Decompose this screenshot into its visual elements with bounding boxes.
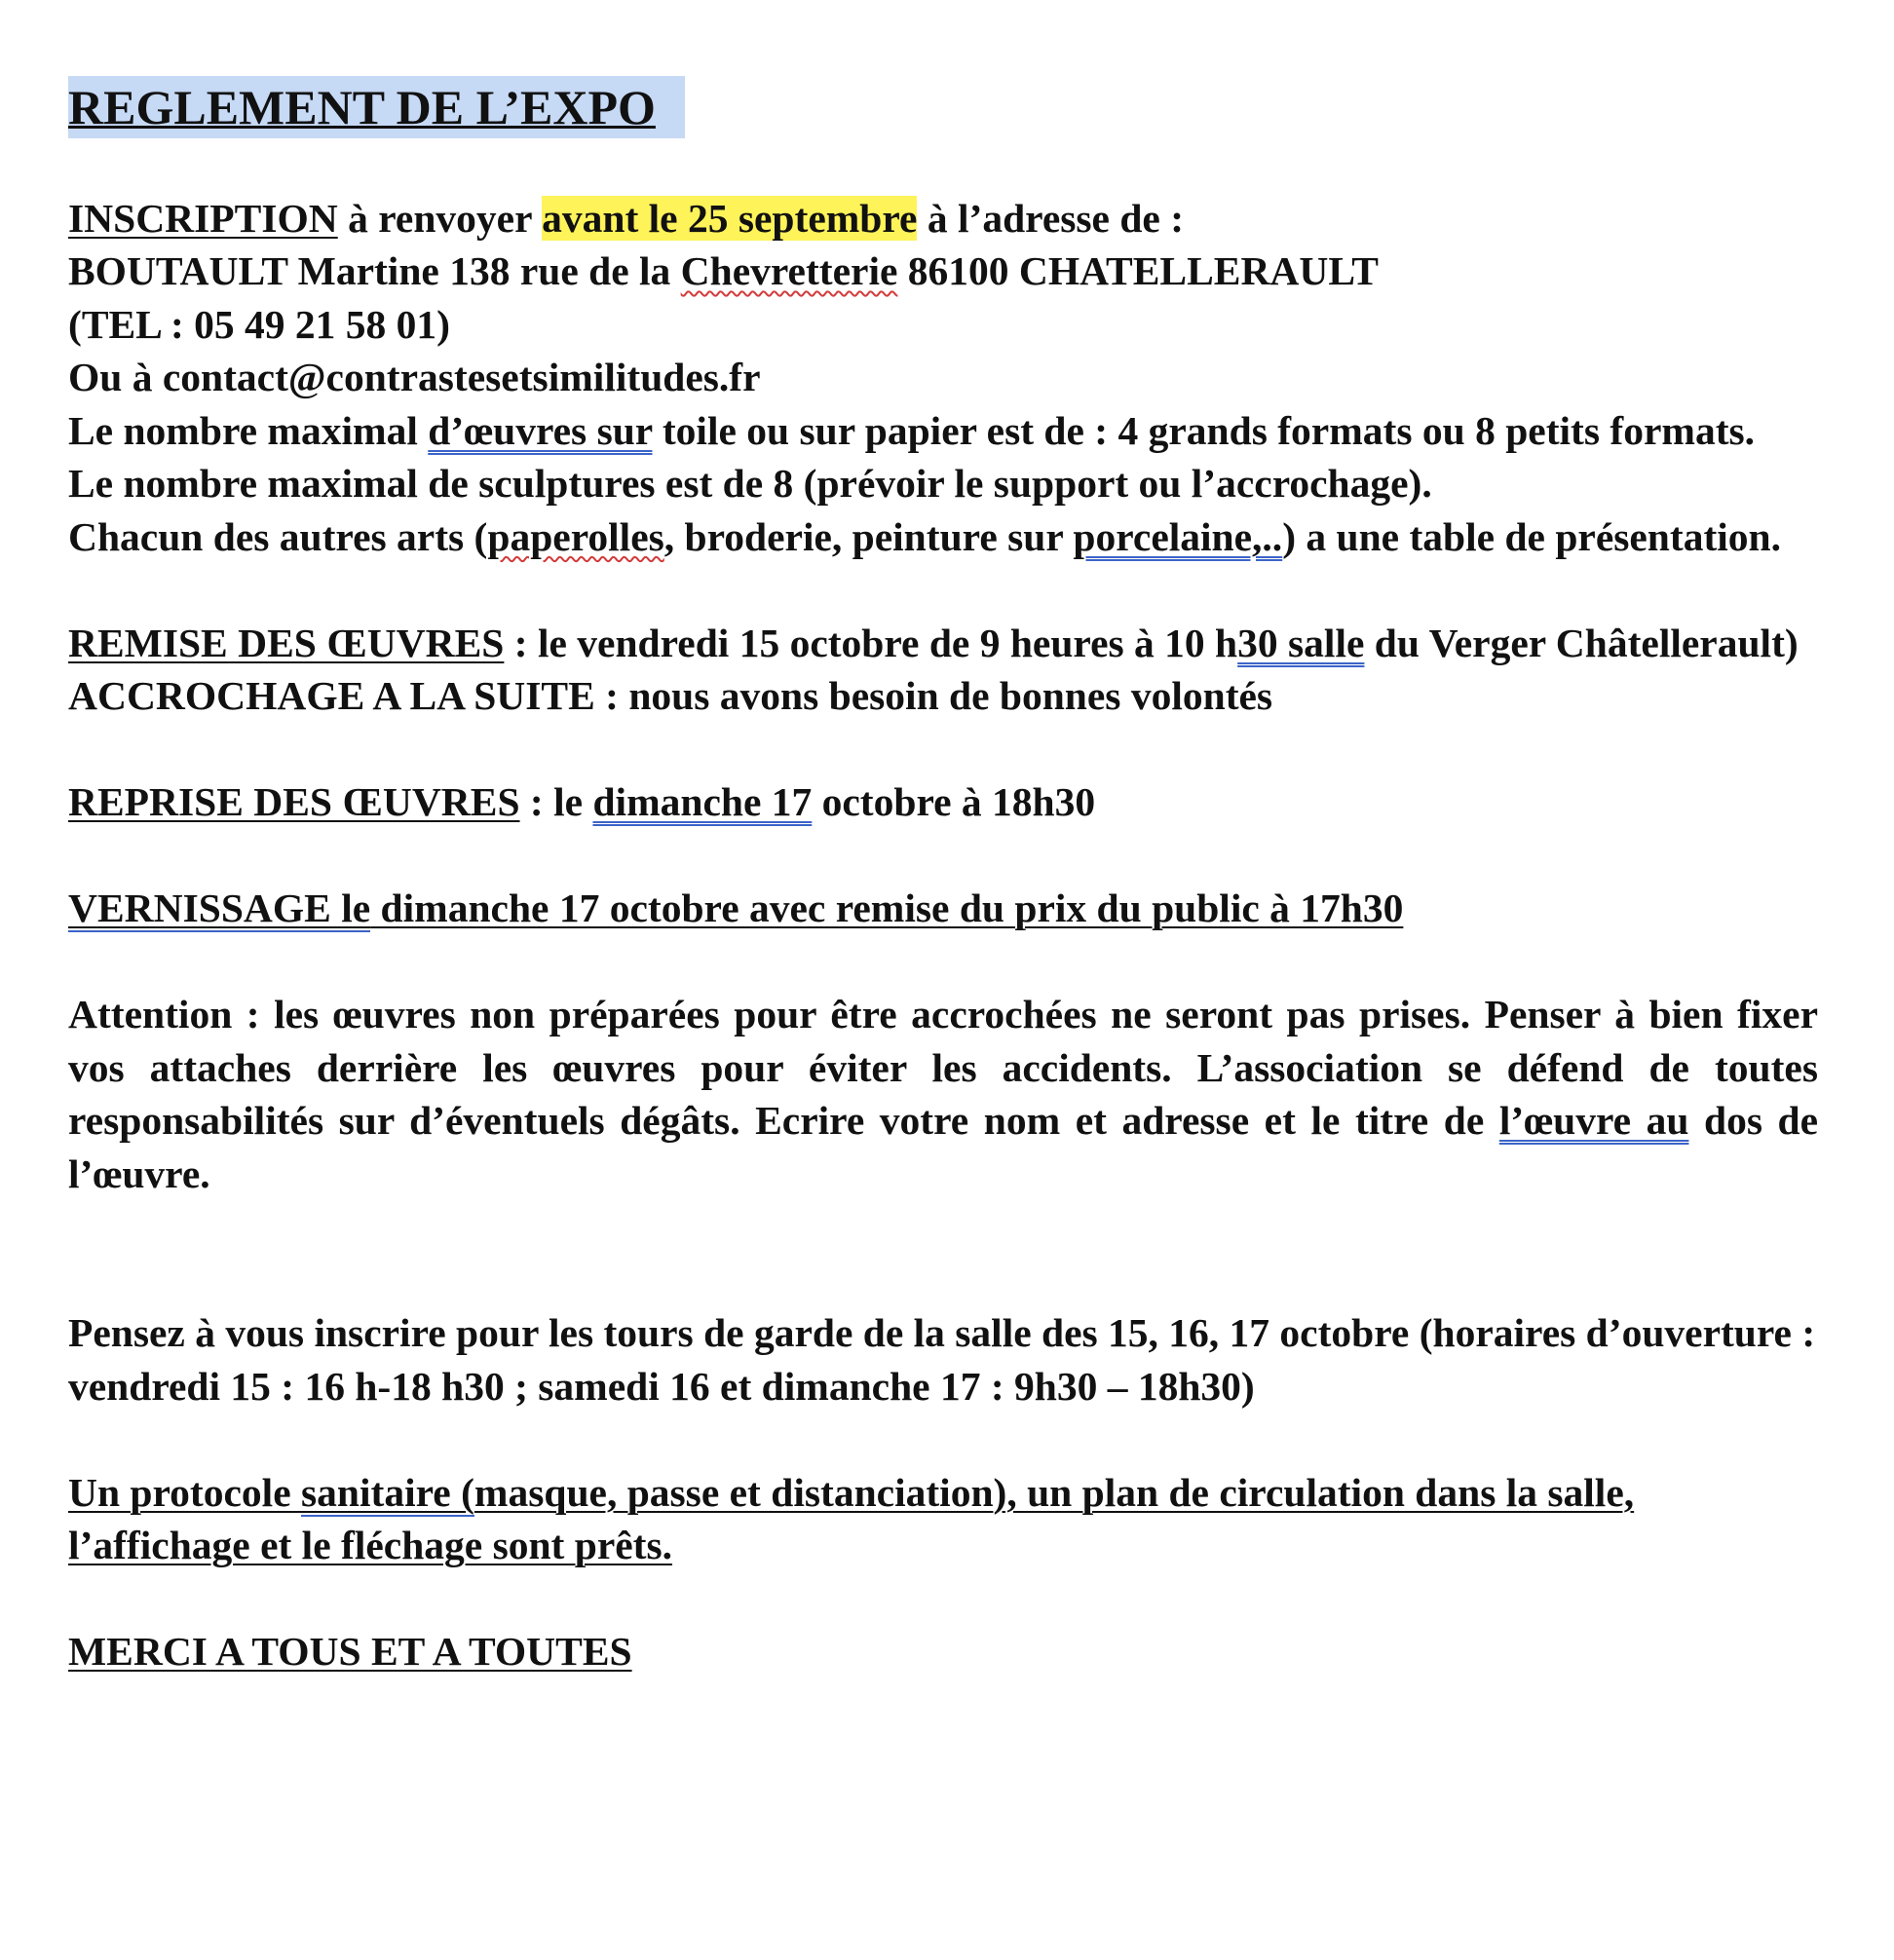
accrochage-line: ACCROCHAGE A LA SUITE : nous avons besoin de bonnes volontés (68, 673, 1273, 718)
reprise-label: REPRISE DES ŒUVRES (68, 779, 520, 824)
inscription-text-before: à renvoyer (337, 195, 543, 241)
closing-line (68, 1625, 1818, 1678)
inscription-deadline: avant le 25 septembre (542, 195, 918, 241)
document-page (68, 76, 1818, 1678)
rule-oeuvres-c: toile ou sur papier est de : 4 grands formats ou 8 petits formats. (652, 407, 1756, 453)
attention-text-a: Attention : les œuvres non préparées pour être accrochées ne seront pas prises. Penser à bien fixer vos attaches derrière les œuvres pour éviter les accidents. L’association se défend de toutes responsabilités sur d’éventuels dégâts. Ecrire votre nom et adresse et le titre de (68, 992, 1818, 1143)
spacer (68, 829, 1818, 883)
inscription-label: INSCRIPTION (68, 195, 338, 241)
spacer (68, 935, 1818, 989)
address-line (68, 245, 1818, 298)
vernissage-label: VERNISSAGE le (68, 886, 371, 930)
remise-text-c: du Verger Châtellerault) (1364, 620, 1799, 665)
rule-autres-b: paperolles (487, 513, 664, 559)
spacer (68, 1413, 1818, 1466)
reprise-text-b: dimanche 17 (592, 779, 813, 824)
reprise-text-c: octobre à 18h30 (812, 779, 1096, 824)
protocole-paragraph (68, 1466, 1818, 1572)
closing-text: MERCI A TOUS ET A TOUTES (68, 1629, 632, 1674)
rule-autres (68, 510, 1818, 564)
protocole-text-c: masque, passe et distanciation), un plan de circulation dans la salle, l’affichage et le fléchage sont prêts. (68, 1469, 1635, 1567)
rule-sculptures: Le nombre maximal de sculptures est de 8 (prévoir le support ou l’accrochage). (68, 461, 1432, 506)
attention-text-c: dos de l’œuvre. (68, 1098, 1819, 1196)
page-title: REGLEMENT DE L’EXPO (68, 80, 656, 134)
email-line: Ou à contact@contrastesetsimilitudes.fr (68, 355, 761, 399)
attention-paragraph (68, 988, 1818, 1200)
inscription-line (68, 192, 1818, 245)
remise-line (68, 617, 1818, 670)
phone-line: (TEL : 05 49 21 58 01) (68, 301, 450, 347)
spacer (68, 138, 1818, 192)
spacer (68, 563, 1818, 617)
vernissage-line (68, 882, 1818, 935)
spacer (68, 723, 1818, 776)
rule-oeuvres (68, 404, 1818, 458)
inscription-text-after: à l’adresse de : (917, 195, 1185, 241)
reprise-line (68, 775, 1818, 829)
rule-autres-e: ) a une table de présentation. (1282, 513, 1782, 559)
rule-oeuvres-a: Le nombre maximal (68, 407, 429, 453)
spacer (68, 1572, 1818, 1626)
remise-text-a: : le vendredi 15 octobre de 9 heures à 10 h (504, 620, 1238, 665)
garde-paragraph: Pensez à vous inscrire pour les tours de garde de la salle des 15, 16, 17 octobre (horaires d’ouverture : vendredi 15 : 16 h-18 h30 ; samedi 16 et dimanche 17 : 9h30 – 18h30) (68, 1310, 1816, 1409)
vernissage-text: dimanche 17 octobre avec remise du prix du public à 17h30 (370, 886, 1404, 930)
rule-oeuvres-b: d’œuvres sur (428, 407, 653, 453)
remise-text-b: 30 salle (1237, 620, 1365, 665)
rule-autres-a: Chacun des autres arts ( (68, 513, 488, 559)
protocole-text-a: Un protocole (68, 1469, 301, 1515)
address-name: BOUTAULT Martine 138 rue de la (68, 248, 681, 293)
rule-autres-d: porcelaine,.. (1073, 513, 1283, 559)
rule-autres-c: , broderie, peinture sur (663, 513, 1074, 559)
protocole-text-b: sanitaire ( (301, 1469, 474, 1515)
title-highlight (68, 76, 685, 138)
spacer (68, 1200, 1818, 1306)
address-street: Chevretterie (680, 248, 898, 293)
remise-label: REMISE DES ŒUVRES (68, 620, 505, 665)
attention-text-b: l’œuvre au (1498, 1098, 1689, 1143)
reprise-text-a: : le (519, 779, 593, 824)
address-city: 86100 CHATELLERAULT (897, 248, 1379, 293)
